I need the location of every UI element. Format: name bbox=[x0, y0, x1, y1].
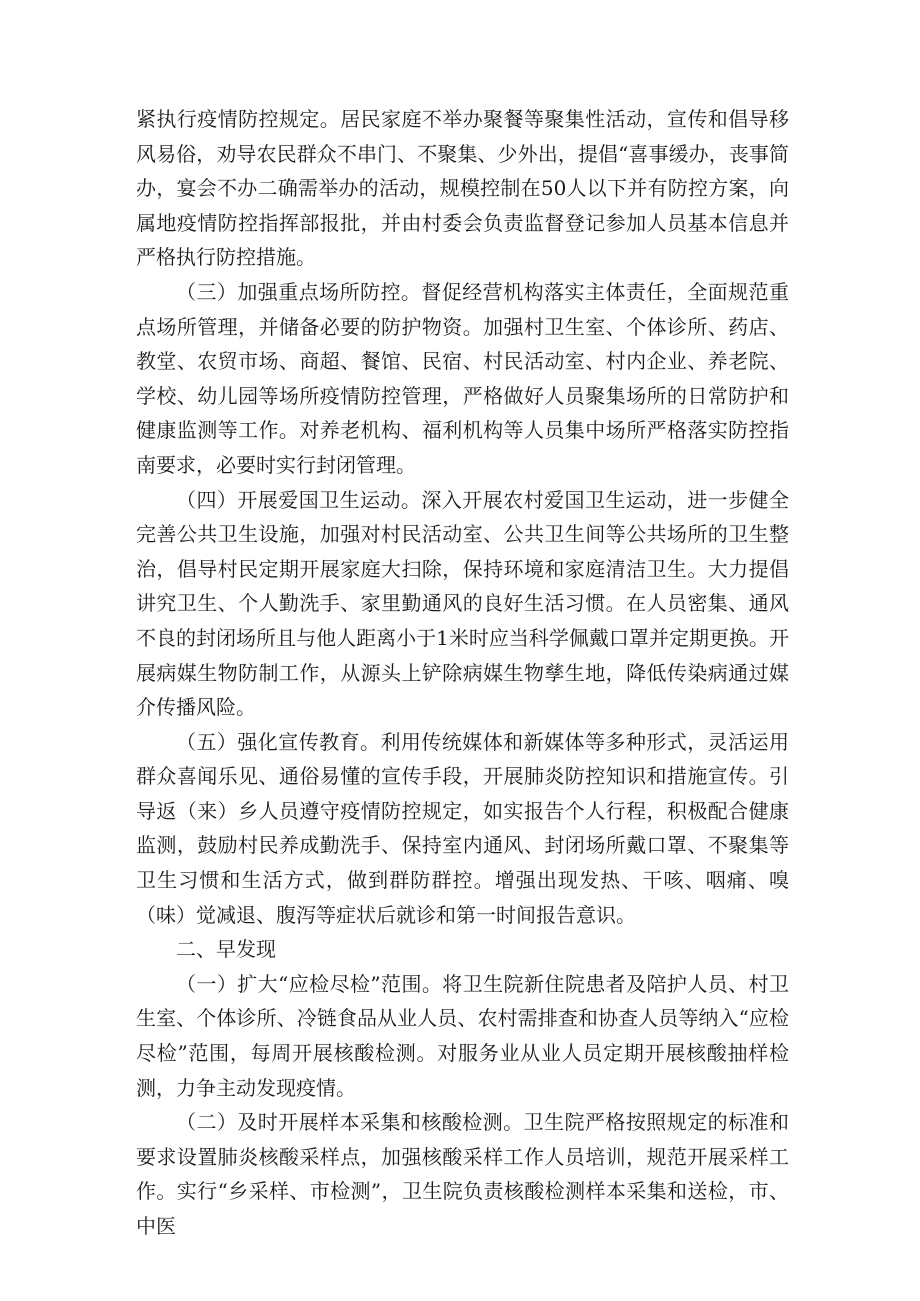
paragraph-patriotic-health: （四）开展爱国卫生运动。深入开展农村爱国卫生运动，进一步健全完善公共卫生设施，加强对村民活动室、公共卫生间等公共场所的卫生整治，倡导村民定期开展家庭大扫除，保持环境和家庭清洁卫生。大力提倡讲究卫生、个人勤洗手、家里勤通风的良好生活习惯。在人员密集、通风不良的封闭场所且与他人距离小于1米时应当科学佩戴口罩并定期更换。开展病媒生物防制工作，从源头上铲除病媒生物孳生地，降低传染病通过媒介传播风险。 bbox=[136, 487, 789, 720]
section-heading-early-detection: 二、早发现 bbox=[176, 937, 276, 962]
paragraph-key-venues: （三）加强重点场所防控。督促经营机构落实主体责任，全面规范重点场所管理，并储备必要的防护物资。加强村卫生室、个体诊所、药店、教堂、农贸市场、商超、餐馆、民宿、村民活动室、村内企业、养老院、学校、幼儿园等场所疫情防控管理，严格做好人员聚集场所的日常防护和健康监测等工作。对养老机构、福利机构等人员集中场所严格落实防控指南要求，必要时实行封闭管理。 bbox=[136, 279, 789, 477]
document-page bbox=[136, 102, 789, 1244]
paragraph-expand-testing: （一）扩大“应检尽检”范围。将卫生院新住院患者及陪护人员、村卫生室、个体诊所、冷链食品从业人员、农村需排查和协查人员等纳入“应检尽检”范围，每周开展核酸检测。对服务业从业人员定期开展核酸抽样检测，力争主动发现疫情。 bbox=[136, 971, 789, 1100]
paragraph-continuation: 紧执行疫情防控规定。居民家庭不举办聚餐等聚集性活动，宣传和倡导移风易俗，劝导农民群众不串门、不聚集、少外出，提倡“喜事缓办，丧事简办，宴会不办二确需举办的活动，规模控制在50人以下并有防控方案，向属地疫情防控指挥部报批，并由村委会负责监督登记参加人员基本信息并严格执行防控措施。 bbox=[136, 107, 789, 270]
paragraph-publicity-education: （五）强化宣传教育。利用传统媒体和新媒体等多种形式，灵活运用群众喜闻乐见、通俗易懂的宣传手段，开展肺炎防控知识和措施宣传。引导返（来）乡人员遵守疫情防控规定，如实报告个人行程，积极配合健康监测，鼓励村民养成勤洗手、保持室内通风、封闭场所戴口罩、不聚集等卫生习惯和生活方式，做到群防群控。增强出现发热、干咳、咽痛、嗅（味）觉减退、腹泻等症状后就诊和第一时间报告意识。 bbox=[136, 729, 789, 927]
paragraph-sample-collection: （二）及时开展样本采集和核酸检测。卫生院严格按照规定的标准和要求设置肺炎核酸采样点，加强核酸采样工作人员培训，规范开展采样工作。实行“乡采样、市检测”，卫生院负责核酸检测样本采集和送检，市、中医 bbox=[136, 1110, 789, 1238]
